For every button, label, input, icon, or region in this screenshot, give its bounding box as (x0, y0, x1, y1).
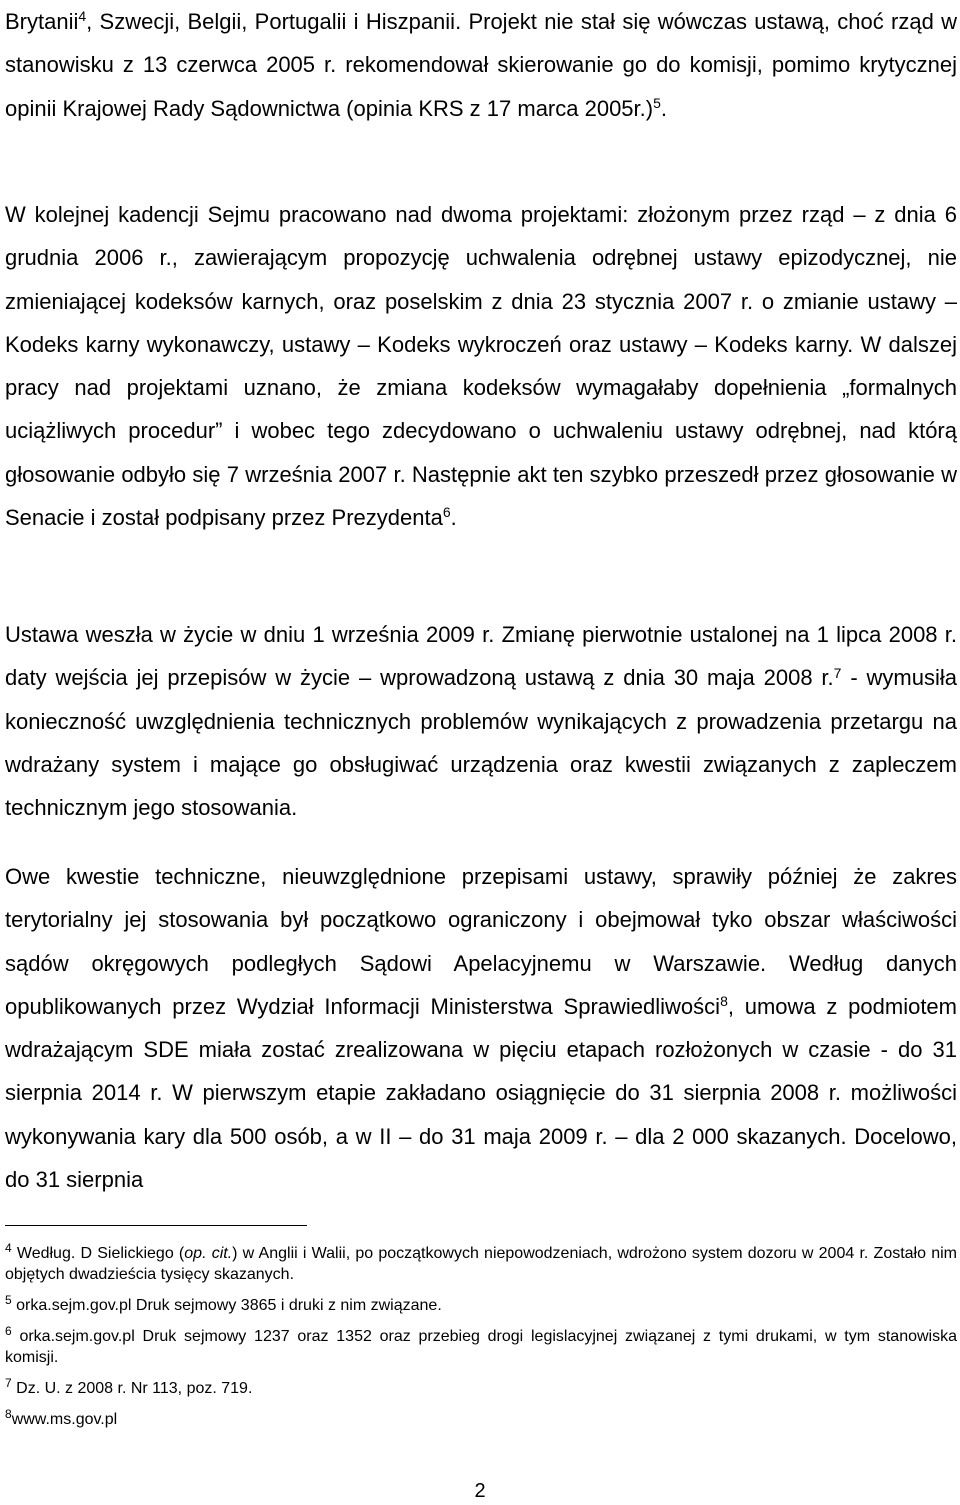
footnote-ref-5[interactable]: 5 (653, 94, 661, 111)
paragraph-text: . (660, 95, 668, 121)
footnotes-section (5, 1243, 957, 1440)
footnote-ref-8[interactable]: 8 (720, 993, 728, 1010)
footnote-italic-text: op. cit. (184, 1245, 233, 1262)
footnote-text: orka.sejm.gov.pl Druk sejmowy 1237 oraz 1352 oraz przebieg drogi legislacyjnej związanej z tymi drukami, w tym stanowiska komisji. (5, 1328, 957, 1366)
paragraph-text: . (450, 505, 457, 531)
page-number: 2 (474, 1480, 486, 1502)
paragraph-text: W kolejnej kadencji Sejmu pracowano nad dwoma projektami: złożonym przez rząd – z dnia 6 grudnia 2006 r., zawierającym propozycję uchwalenia odrębnej ustawy epizodycznej, nie zmieniającej kodeksów karnych, oraz poselskim z dnia 23 stycznia 2007 r. o zmianie ustawy – Kodeks karny wykonawczy, ustawy – Kodeks wykroczeń oraz ustawy – Kodeks karny. W dalszej pracy nad projektami uznano, że zmiana kodeksów wymagałaby dopełnienia „formalnych uciążliwych procedur” i wobec tego zdecydowano o uchwaleniu ustawy odrębnej, nad którą głosowanie odbyło się 7 września 2007 r. Następnie akt ten szybko przeszedł przez głosowanie w Senacie i został podpisany przez Prezydenta (5, 202, 957, 531)
footnote-separator (5, 1225, 307, 1226)
body-paragraph-4 (5, 855, 957, 1201)
footnote-number: 6 (5, 1324, 12, 1338)
footnote-number: 5 (5, 1293, 12, 1307)
footnote-text: orka.sejm.gov.pl Druk sejmowy 3865 i druki z nim związane. (11, 1297, 442, 1314)
body-paragraph-3 (5, 613, 957, 829)
footnote-ref-7[interactable]: 7 (833, 664, 842, 681)
paragraph-text: , umowa z podmiotem wdrażającym SDE miała zostać zrealizowana w pięciu etapach rozłożonych w czasie - do 31 sierpnia 2014 r. W pierwszym etapie zakładano osiągnięcie do 31 sierpnia 2008 r. możliwości wykonywania kary dla 500 osób, a w II – do 31 maja 2009 r. – dla 2 000 skazanych. Docelowo, do 31 sierpnia (5, 993, 957, 1193)
footnote-6 (5, 1326, 957, 1368)
footnote-5 (5, 1295, 957, 1316)
footnote-text: Według. D Sielickiego ( (11, 1245, 185, 1262)
footnote-number: 7 (5, 1376, 12, 1390)
body-paragraph-2 (5, 193, 957, 539)
footnote-ref-6[interactable]: 6 (442, 504, 451, 521)
footnote-link[interactable]: www.ms.gov.pl (11, 1411, 118, 1428)
footnote-8 (5, 1409, 957, 1430)
paragraph-text: Ustawa weszła w życie w dniu 1 września 2009 r. Zmianę pierwotnie ustalonej na 1 lipca 2008 r. daty wejścia jej przepisów w życie – wprowadzoną ustawą z dnia 30 maja 2008 r. (5, 622, 957, 691)
paragraph-text: Brytanii (5, 9, 79, 34)
footnote-text: ) w Anglii i Walii, po początkowych niepowodzeniach, wdrożono system dozoru w 2004 r. Zostało nim objętych dwadzieścia tysięcy skazanych. (5, 1245, 957, 1283)
paragraph-text: - wymusiła konieczność uwzględnienia technicznych problemów wynikających z prowadzenia przetargu na wdrażany system i mające go obsługiwać urządzenia oraz kwestii związanych z zapleczem technicznym jego stosowania. (5, 665, 957, 821)
footnote-4 (5, 1243, 957, 1285)
footnote-number: 4 (5, 1241, 12, 1255)
footnote-text: Dz. U. z 2008 r. Nr 113, poz. 719. (11, 1380, 253, 1397)
footnote-7 (5, 1378, 957, 1399)
body-paragraph-1 (5, 0, 957, 130)
footnote-ref-4[interactable]: 4 (78, 8, 87, 25)
paragraph-text: Owe kwestie techniczne, nieuwzględnione przepisami ustawy, sprawiły później że zakres terytorialny jej stosowania był początkowo ograniczony i obejmował tyko obszar właściwości sądów okręgowych podległych Sądowi Apelacyjnemu w Warszawie. Według danych opublikowanych przez Wydział Informacji Ministerstwa Sprawiedliwości (5, 864, 957, 1019)
paragraph-text: , Szwecji, Belgii, Portugalii i Hiszpanii. Projekt nie stał się wówczas ustawą, choć rząd w stanowisku z 13 czerwca 2005 r. rekomendował skierowanie go do komisji, pomimo krytycznej opinii Krajowej Rady Sądownictwa (opinia KRS z 17 marca 2005r.) (5, 9, 957, 121)
footnote-number: 8 (5, 1407, 12, 1421)
